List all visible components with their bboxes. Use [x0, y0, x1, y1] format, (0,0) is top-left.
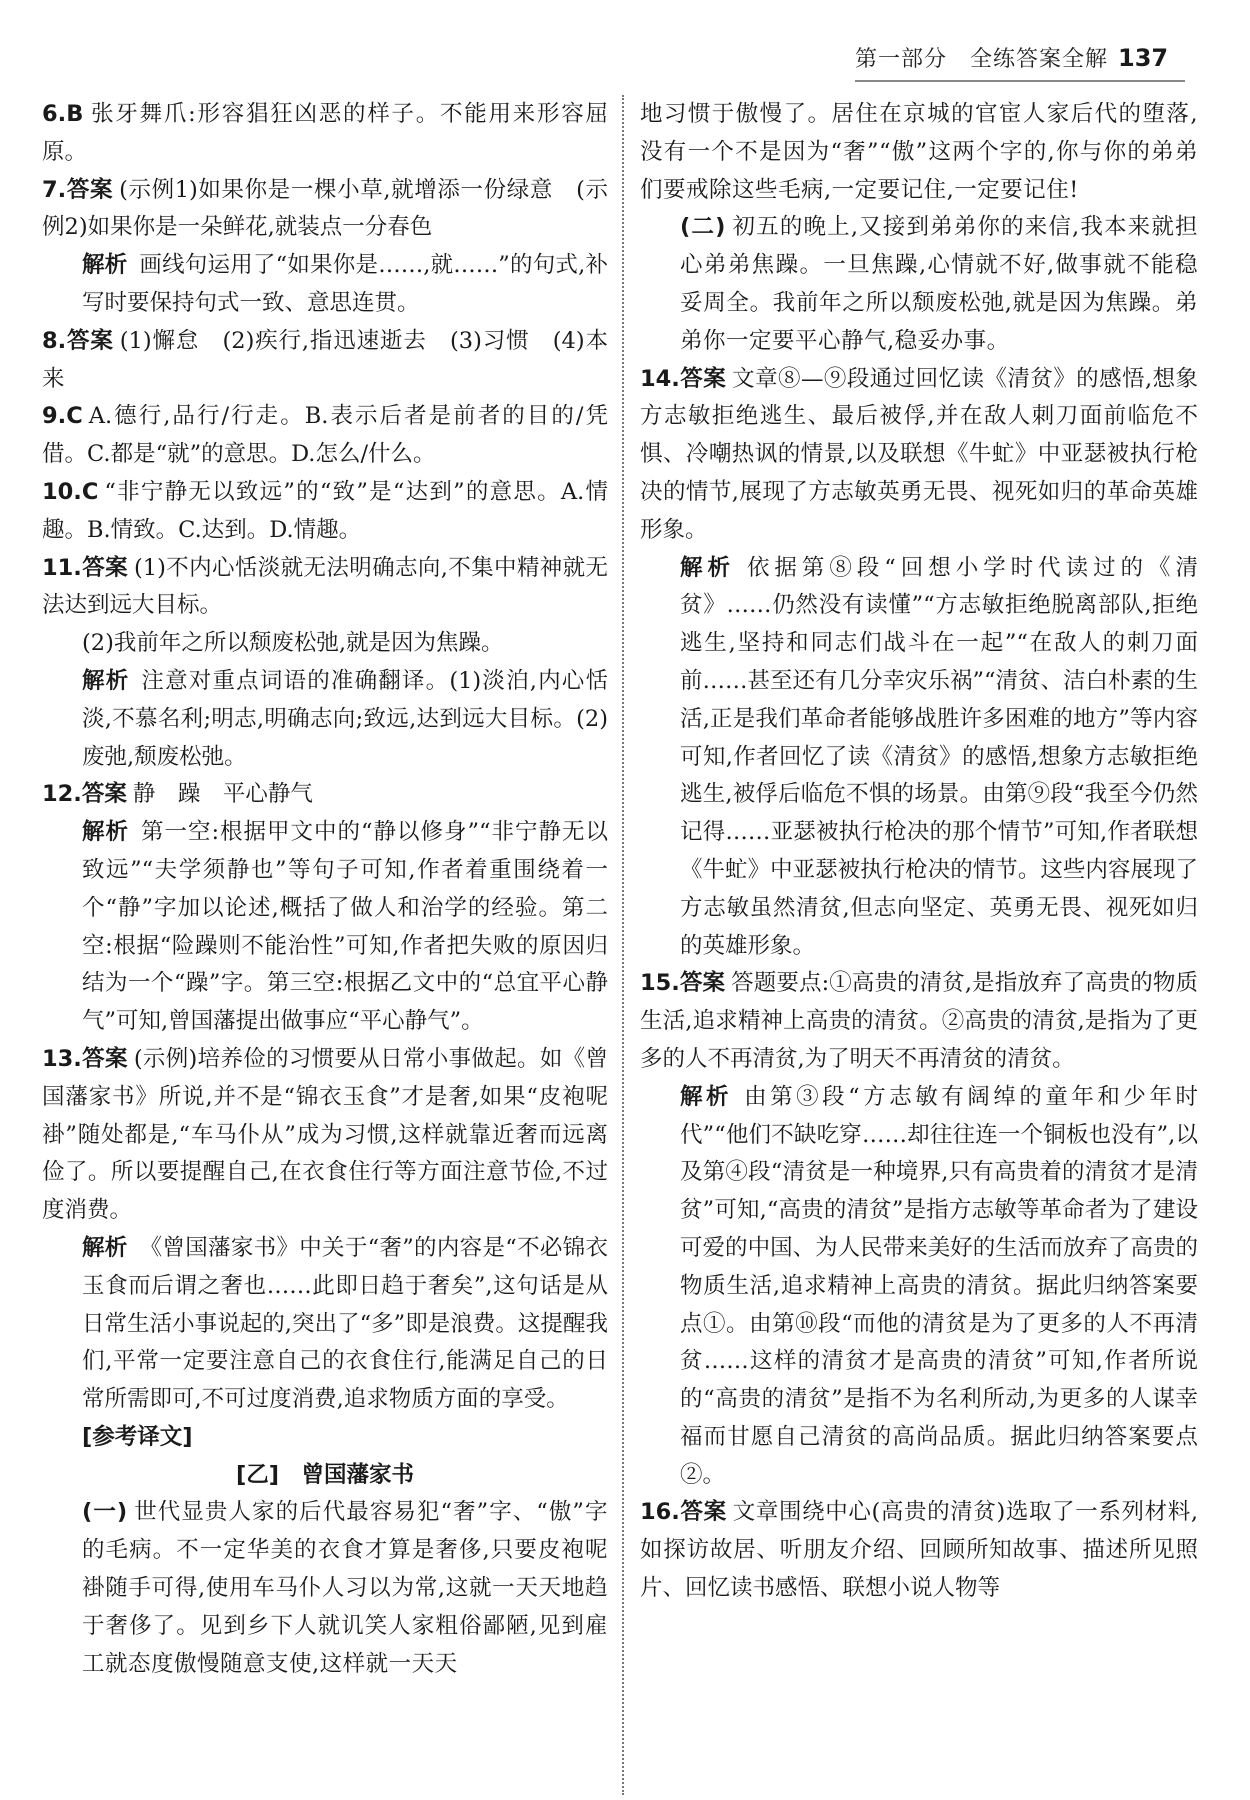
- analysis-text: 第一空:根据甲文中的“静以修身”“非宁静无以致远”“夫学须静也”等句子可知,作者着重围绕着一个“静”字加以论述,概括了做人和治学的经验。第二空:根据“险躁则不能治性”可知,作者把失败的原因归结为一个“躁”字。第三空:根据乙文中的“总宜平心静气”可知,曾国藩提出做事应“平心静气”。: [82, 819, 608, 1035]
- header-rule: [855, 80, 1185, 82]
- answer-number: 9.C: [42, 403, 83, 430]
- answer-8: [42, 323, 608, 399]
- analysis-text: 依据第⑧段“回想小学时代读过的《清贫》……仍然没有读懂”“方志敏拒绝脱离部队,拒绝逃生,坚持和同志们战斗在一起”“在敌人的刺刀面前……甚至还有几分幸灾乐祸”“清贫、洁白朴素的生活,正是我们革命者能够战胜许多困难的地方”等内容可知,作者回忆了读《清贫》的感悟,想象方志敏拒绝逃生,被俘后临危不惧的场景。由第⑨段“我至今仍然记得……亚瑟被执行枪决的那个情节”可知,作者联想《牛虻》中亚瑟被执行枪决的情节。这些内容展现了方志敏虽然清贫,但志向坚定、英勇无畏、视死如归的英雄形象。: [680, 554, 1199, 959]
- analysis-label: 解析: [680, 1083, 733, 1110]
- analysis-text: 《曾国藩家书》中关于“奢”的内容是“不必锦衣玉食而后谓之奢也……此即日趋于奢矣”,这句话是从日常生活小事说起的,突出了“多”即是浪费。这提醒我们,平常一定要注意自己的衣食住行,能满足自己的日常所需即可,不可过度消费,追求物质方面的享受。: [82, 1234, 608, 1413]
- answer-text: (示例1)如果你是一棵小草,就增添一份绿意 (示例2)如果你是一朵鲜花,就装点一分春色: [42, 176, 608, 241]
- answer-9: [42, 398, 608, 474]
- answer-number: 8.答案: [42, 327, 114, 354]
- translation-heading: [参考译文]: [82, 1423, 193, 1450]
- answer-14: [640, 361, 1198, 550]
- analysis-label: 解析: [680, 554, 735, 581]
- translation-number: (一): [82, 1499, 128, 1526]
- answer-number: 13.答案: [42, 1045, 128, 1072]
- answer-number: 10.C: [42, 478, 99, 505]
- answer-16: [640, 1494, 1198, 1607]
- answer-number: 11.答案: [42, 554, 128, 581]
- analysis-7: [42, 247, 608, 323]
- translation-text: 初五的晚上,又接到弟弟你的来信,我本来就担心弟弟焦躁。一旦焦躁,心情就不好,做事就不能稳妥周全。我前年之所以颓废松弛,就是因为焦躁。弟弟你一定要平心静气,稳妥办事。: [680, 214, 1198, 354]
- analysis-text: 由第③段“方志敏有阔绰的童年和少年时代”“他们不缺吃穿……却往往连一个铜板也没有”,以及第④段“清贫是一种境界,只有高贵着的清贫才是清贫”可知,“高贵的清贫”是指方志敏等革命者为了建设可爱的中国、为人民带来美好的生活而放弃了高贵的物质生活,追求精神上高贵的清贫。据此归纳答案要点①。由第⑩段“而他的清贫是为了更多的人不再清贫……这样的清贫才是高贵的清贫”可知,作者所说的“高贵的清贫”是指不为名利所动,为更多的人谋幸福而甘愿自己清贫的高尚品质。据此归纳答案要点②。: [680, 1083, 1198, 1488]
- right-column: [640, 96, 1198, 1608]
- answer-text: 文章围绕中心(高贵的清贫)选取了一系列材料,如探访故居、听朋友介绍、回顾所知故事、描述所见照片、回忆读书感悟、联想小说人物等: [640, 1499, 1199, 1602]
- answer-10: [42, 474, 608, 550]
- analysis-15: [640, 1079, 1198, 1495]
- answer-text: 静 躁 平心静气: [132, 781, 313, 808]
- translation-part-1-cont: [640, 96, 1198, 209]
- answer-text: (1)不内心恬淡就无法明确志向,不集中精神就无法达到远大目标。: [42, 554, 608, 619]
- answer-number: 6.B: [42, 101, 84, 127]
- translation-part-1: [42, 1494, 608, 1683]
- section-title: 第一部分 全练答案全解: [855, 47, 1109, 72]
- answer-text: A.德行,品行/行走。B.表示后者是前者的目的/凭借。C.都是“就”的意思。D.怎么/什么。: [42, 403, 608, 468]
- analysis-11: [42, 663, 608, 776]
- answer-12: [42, 776, 608, 814]
- answer-number: 14.答案: [640, 365, 727, 392]
- answer-13: [42, 1041, 608, 1230]
- answer-11: [42, 550, 608, 626]
- answer-number: 7.答案: [42, 176, 114, 203]
- analysis-14: [640, 550, 1198, 966]
- translation-text: 地习惯于傲慢了。居住在京城的官宦人家后代的堕落,没有一个不是因为“奢”“傲”这两个字的,你与你的弟弟们要戒除这些毛病,一定要记住,一定要记住!: [640, 101, 1198, 203]
- answer-number: 12.答案: [42, 781, 127, 808]
- analysis-12: [42, 814, 608, 1041]
- answer-text: 张牙舞爪:形容猖狂凶恶的样子。不能用来形容屈原。: [42, 101, 608, 165]
- left-column: [42, 96, 608, 1683]
- answer-text: (示例)培养俭的习惯要从日常小事做起。如《曾国藩家书》所说,并不是“锦衣玉食”才是奢,如果“皮袍呢褂”随处都是,“车马仆从”成为习惯,这样就靠近奢而远离俭了。所以要提醒自己,在衣食住行等方面注意节俭,不过度消费。: [42, 1045, 609, 1224]
- page-number: 137: [1118, 44, 1169, 72]
- analysis-label: 解析: [82, 1234, 128, 1261]
- analysis-label: 解析: [82, 252, 128, 279]
- analysis-label: 解析: [82, 819, 129, 846]
- analysis-13: [42, 1230, 608, 1419]
- answer-text: 答题要点:①高贵的清贫,是指放弃了高贵的物质生活,追求精神上高贵的清贫。②高贵的清贫,是指为了更多的人不再清贫,为了明天不再清贫的清贫。: [640, 970, 1199, 1072]
- answer-15: [640, 965, 1198, 1078]
- translation-text: 世代显贵人家的后代最容易犯“奢”字、“傲”字的毛病。不一定华美的衣食才算是奢侈,只要皮袍呢褂随手可得,使用车马仆人习以为常,这就一天天地趋于奢侈了。见到乡下人就讥笑人家粗俗鄙陋,见到雇工就态度傲慢随意支使,这样就一天天: [82, 1499, 608, 1677]
- answer-text: “非宁静无以致远”的“致”是“达到”的意思。A.情趣。B.情致。C.达到。D.情趣。: [42, 478, 608, 543]
- translation-number: (二): [680, 214, 726, 241]
- answer-text: (2)我前年之所以颓废松弛,就是因为焦躁。: [82, 630, 504, 657]
- answer-text: (1)懈怠 (2)疾行,指迅速逝去 (3)习惯 (4)本来: [42, 327, 609, 392]
- analysis-text: 画线句运用了“如果你是……,就……”的句式,补写时要保持句式一致、意思连贯。: [82, 252, 608, 316]
- analysis-text: 注意对重点词语的准确翻译。(1)淡泊,内心恬淡,不慕名利;明志,明确志向;致远,达到远大目标。(2)废弛,颓废松弛。: [82, 667, 608, 770]
- answer-text: 文章⑧—⑨段通过回忆读《清贫》的感悟,想象方志敏拒绝逃生、最后被俘,并在敌人刺刀面前临危不惧、冷嘲热讽的情景,以及联想《牛虻》中亚瑟被执行枪决的情节,展现了方志敏英勇无畏、视死如归的革命英雄形象。: [640, 365, 1199, 543]
- analysis-label: 解析: [82, 667, 130, 694]
- translation-part-2: [640, 209, 1198, 360]
- answer-number: 16.答案: [640, 1499, 727, 1526]
- answer-11-part2: [42, 625, 608, 663]
- answer-number: 15.答案: [640, 970, 726, 997]
- answer-7: [42, 172, 608, 248]
- answer-6: [42, 96, 608, 172]
- page-header: [855, 42, 1185, 82]
- translation-subheading: [乙] 曾国藩家书: [235, 1461, 415, 1488]
- column-divider: [622, 95, 624, 1795]
